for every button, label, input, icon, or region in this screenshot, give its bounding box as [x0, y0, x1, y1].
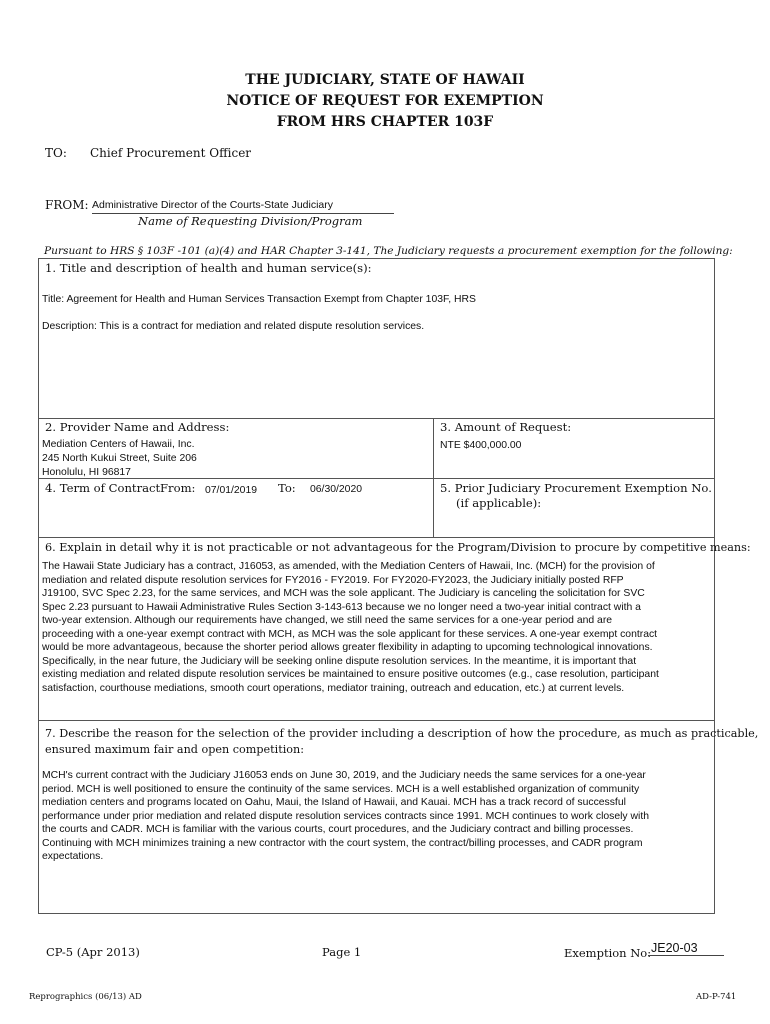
section-4-heading: 4. Term of Contract	[45, 481, 161, 495]
section-1-description: Description: This is a contract for mediation and related dispute resolution services.	[42, 321, 425, 332]
section-1-heading: 1. Title and description of health and human service(s):	[45, 261, 372, 275]
divider-vertical-1	[433, 418, 434, 478]
divider-2	[38, 478, 715, 479]
page-number: Page 1	[322, 945, 362, 959]
preamble: Pursuant to HRS § 103F -101 (a)(4) and HAR Chapter 3-141, The Judiciary requests a procurement exemption for the following:	[44, 245, 733, 257]
divider-1	[38, 418, 715, 419]
section-6-line: satisfaction, courthouse mediations, smooth court operations, mediator training, outreach and education, etc.) at current levels.	[42, 682, 625, 694]
section-7-line: expectations.	[42, 851, 104, 862]
amount-value: NTE $400,000.00	[440, 440, 522, 451]
section-7-heading-2: ensured maximum fair and open competition:	[45, 743, 305, 756]
section-1-title: Title: Agreement for Health and Human Services Transaction Exempt from Chapter 103F, HRS	[42, 294, 476, 305]
section-6-line: two-year extension. Although our requirements have changed, we still need the same services for a one-year period and are	[42, 615, 613, 626]
term-from-label: From:	[160, 481, 196, 495]
form-code: AD-P-741	[696, 992, 737, 1002]
provider-city: Honolulu, HI 96817	[42, 467, 131, 478]
section-7-line: period. MCH is well positioned to ensure the continuity of the same services. MCH is a well established organization of community	[42, 783, 640, 795]
divider-3	[38, 537, 715, 538]
title-line-2: NOTICE OF REQUEST FOR EXEMPTION	[226, 93, 544, 109]
section-2-heading: 2. Provider Name and Address:	[45, 420, 230, 434]
section-3-heading: 3. Amount of Request:	[440, 420, 572, 434]
section-5-sub: (if applicable):	[456, 496, 542, 510]
from-label: FROM:	[45, 198, 89, 212]
exemption-number: JE20-03	[648, 941, 724, 956]
section-6-line: existing mediation and related dispute resolution services be maintained to ensure positive outcomes (e.g., case resolution, participant	[42, 669, 659, 680]
section-7-line: performance under prior mediation and related dispute resolution services contracts since 1991. MCH continues to work closely with	[42, 810, 649, 822]
to-label: TO:	[45, 146, 67, 160]
term-to-value: 06/30/2020	[310, 484, 363, 495]
section-5-heading: 5. Prior Judiciary Procurement Exemption No.	[440, 481, 712, 495]
provider-street: 245 North Kukui Street, Suite 206	[42, 453, 197, 464]
section-7-line: mediation centers and programs located on Oahu, Maui, the Island of Hawaii, and Kauai. MCH has a track record of successful	[42, 797, 626, 808]
section-7-line: Continuing with MCH minimizes training a new contractor with the court system, the contract/billing processes, and CADR program	[42, 837, 643, 849]
provider-name: Mediation Centers of Hawaii, Inc.	[42, 439, 195, 450]
section-6-heading: 6. Explain in detail why it is not practicable or not advantageous for the Program/Division to procure by competitive means:	[45, 541, 751, 554]
divider-vertical-2	[433, 478, 434, 537]
exemption-label: Exemption No:	[564, 946, 652, 960]
reprographics-note: Reprographics (06/13) AD	[29, 992, 142, 1002]
section-6-line: Spec 2.23 pursuant to Hawaii Administrative Rules Section 3-143-613 because we no longer need a two-year initial contract with a	[42, 601, 641, 613]
title-line-3: FROM HRS CHAPTER 103F	[276, 114, 494, 130]
to-value: Chief Procurement Officer	[90, 146, 252, 160]
section-6-body	[42, 560, 712, 695]
section-7-line: MCH's current contract with the Judiciary J16053 ends on June 30, 2019, and the Judiciary needs the same services for a one-year	[42, 770, 646, 781]
section-6-line: J19100, SVC Spec 2.23, for the same services, and MCH was the sole applicant. The Judiciary is canceling the solicitation for SVC	[42, 588, 645, 599]
section-6-line: proceeding with a one-year exempt contract with MCH, as MCH was the sole applicant for these services. A one-year exempt contract	[42, 628, 658, 640]
section-7-body	[42, 769, 712, 864]
section-6-line: would be more advantageous, because the shorter period allows greater flexibility in adapting to upcoming technological innovations.	[42, 642, 653, 653]
divider-4	[38, 720, 715, 721]
section-7-line: the courts and CADR. MCH is familiar with the various courts, court procedures, and the Judiciary contract and billing processes.	[42, 824, 634, 835]
section-7-heading-1: 7. Describe the reason for the selection of the provider including a description of how the procedure, as much as practicable,	[45, 727, 759, 740]
title-line-1: THE JUDICIARY, STATE OF HAWAII	[245, 72, 525, 88]
term-to-label: To:	[278, 481, 296, 495]
section-6-line: Specifically, in the near future, the Judiciary will be seeking online dispute resolution services. In the meantime, it is important that	[42, 655, 637, 667]
term-from-value: 07/01/2019	[205, 485, 258, 496]
section-6-line: mediation and related dispute resolution services for FY2016 - FY2019. For FY2020-FY2023, the Judiciary initially posted RFP	[42, 574, 624, 586]
from-value: Administrative Director of the Courts-State Judiciary	[92, 199, 394, 214]
section-6-line: The Hawaii State Judiciary has a contract, J16053, as amended, with the Mediation Centers of Hawaii, Inc. (MCH) for the provision of	[42, 561, 655, 572]
form-number: CP-5 (Apr 2013)	[46, 945, 140, 959]
from-caption: Name of Requesting Division/Program	[138, 214, 363, 228]
